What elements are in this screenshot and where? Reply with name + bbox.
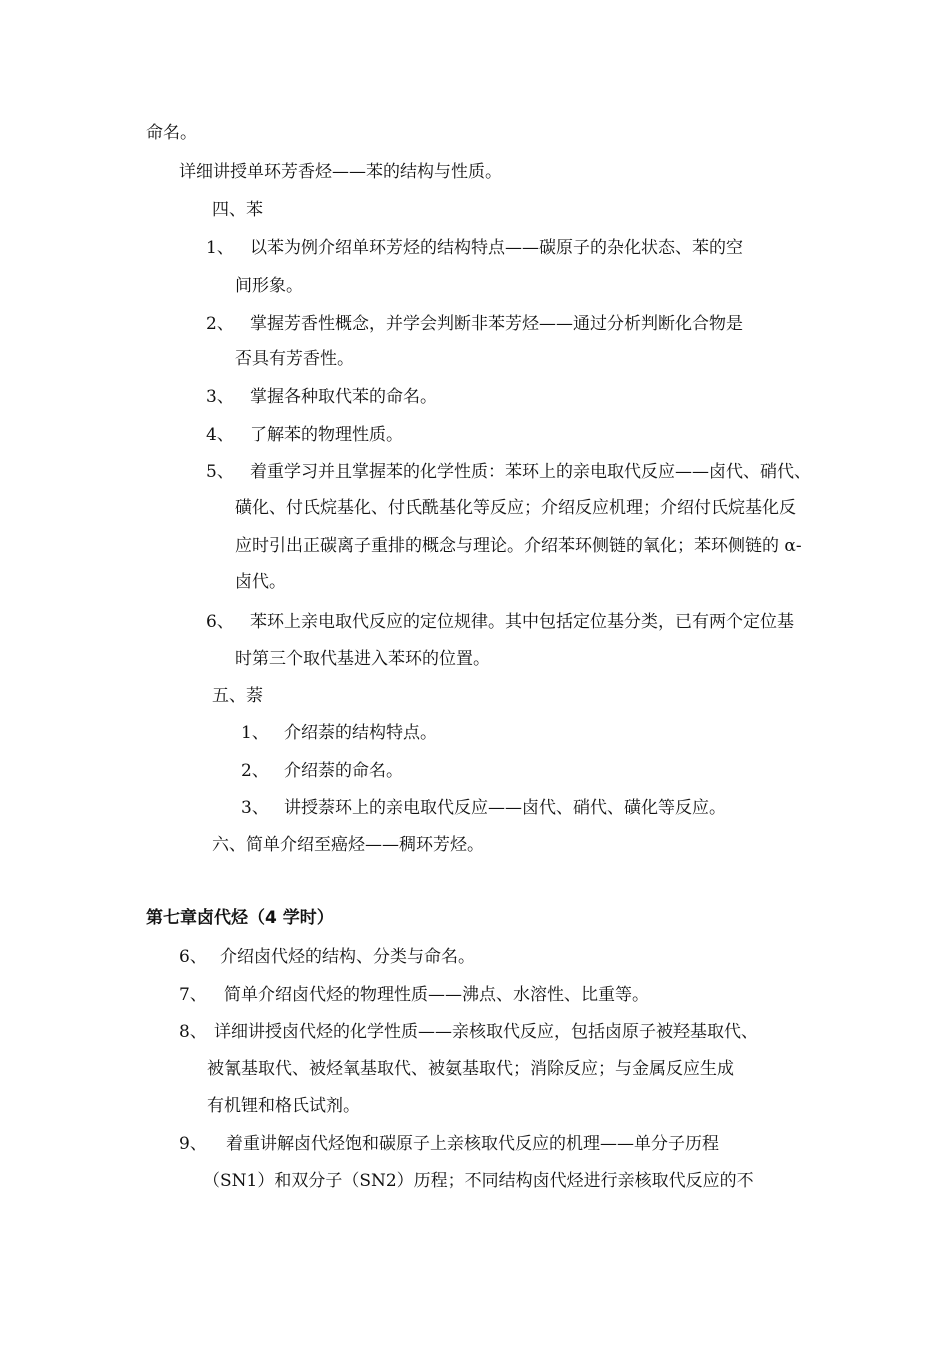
chapter-heading: 第七章卤代烃（4 学时） — [146, 908, 334, 928]
list-item-text: 间形象。 — [235, 276, 303, 296]
list-item-text: 介绍萘的命名。 — [284, 761, 403, 781]
list-item-text: 时第三个取代基进入苯环的位置。 — [235, 649, 490, 669]
fragment-text: 命名。 — [146, 123, 197, 143]
section-title-naphthalene: 五、萘 — [212, 686, 263, 706]
list-number: 2、 — [206, 314, 234, 334]
list-item-text: 了解苯的物理性质。 — [250, 425, 403, 445]
list-number: 3、 — [206, 387, 234, 407]
list-item-text: 磺化、付氏烷基化、付氏酰基化等反应；介绍反应机理；介绍付氏烷基化反 — [235, 498, 796, 518]
list-item-text: 应时引出正碳离子重排的概念与理论。介绍苯环侧链的氧化；苯环侧链的 α- — [235, 536, 802, 556]
list-item-text: 掌握各种取代苯的命名。 — [250, 387, 437, 407]
list-number: 4、 — [206, 425, 234, 445]
list-item-text: 苯环上亲电取代反应的定位规律。其中包括定位基分类，已有两个定位基 — [250, 612, 794, 632]
list-number: 1、 — [206, 238, 234, 258]
list-item-text: 讲授萘环上的亲电取代反应——卤代、硝代、磺化等反应。 — [284, 798, 726, 818]
section-title-polycyclic: 六、简单介绍至癌烃——稠环芳烃。 — [212, 835, 484, 855]
list-item-text: 详细讲授卤代烃的化学性质——亲核取代反应，包括卤原子被羟基取代、 — [214, 1022, 758, 1042]
list-item-text: 卤代。 — [235, 572, 286, 592]
list-number: 5、 — [206, 462, 234, 482]
list-number: 2、 — [241, 761, 269, 781]
list-number: 8、 — [179, 1022, 207, 1042]
list-item-text: （SN1）和双分子（SN2）历程；不同结构卤代烃进行亲核取代反应的不 — [203, 1171, 754, 1191]
list-item-text: 掌握芳香性概念，并学会判断非苯芳烃——通过分析判断化合物是 — [250, 314, 743, 334]
list-number: 6、 — [206, 612, 234, 632]
list-number: 6、 — [179, 947, 207, 967]
list-item-text: 介绍萘的结构特点。 — [284, 723, 437, 743]
intro-text: 详细讲授单环芳香烃——苯的结构与性质。 — [179, 162, 502, 182]
list-item-text: 被氰基取代、被烃氧基取代、被氨基取代；消除反应；与金属反应生成 — [207, 1059, 734, 1079]
section-title-benzene: 四、苯 — [212, 200, 263, 220]
list-item-text: 简单介绍卤代烃的物理性质——沸点、水溶性、比重等。 — [224, 985, 649, 1005]
list-item-text: 着重讲解卤代烃饱和碳原子上亲核取代反应的机理——单分子历程 — [226, 1134, 719, 1154]
list-number: 9、 — [179, 1134, 207, 1154]
list-item-text: 着重学习并且掌握苯的化学性质：苯环上的亲电取代反应——卤代、硝代、 — [250, 462, 811, 482]
list-item-text: 有机锂和格氏试剂。 — [207, 1096, 360, 1116]
list-number: 3、 — [241, 798, 269, 818]
list-item-text: 否具有芳香性。 — [235, 349, 354, 369]
list-item-text: 以苯为例介绍单环芳烃的结构特点——碳原子的杂化状态、苯的空 — [250, 238, 743, 258]
list-number: 7、 — [179, 985, 207, 1005]
list-number: 1、 — [241, 723, 269, 743]
list-item-text: 介绍卤代烃的结构、分类与命名。 — [220, 947, 475, 967]
